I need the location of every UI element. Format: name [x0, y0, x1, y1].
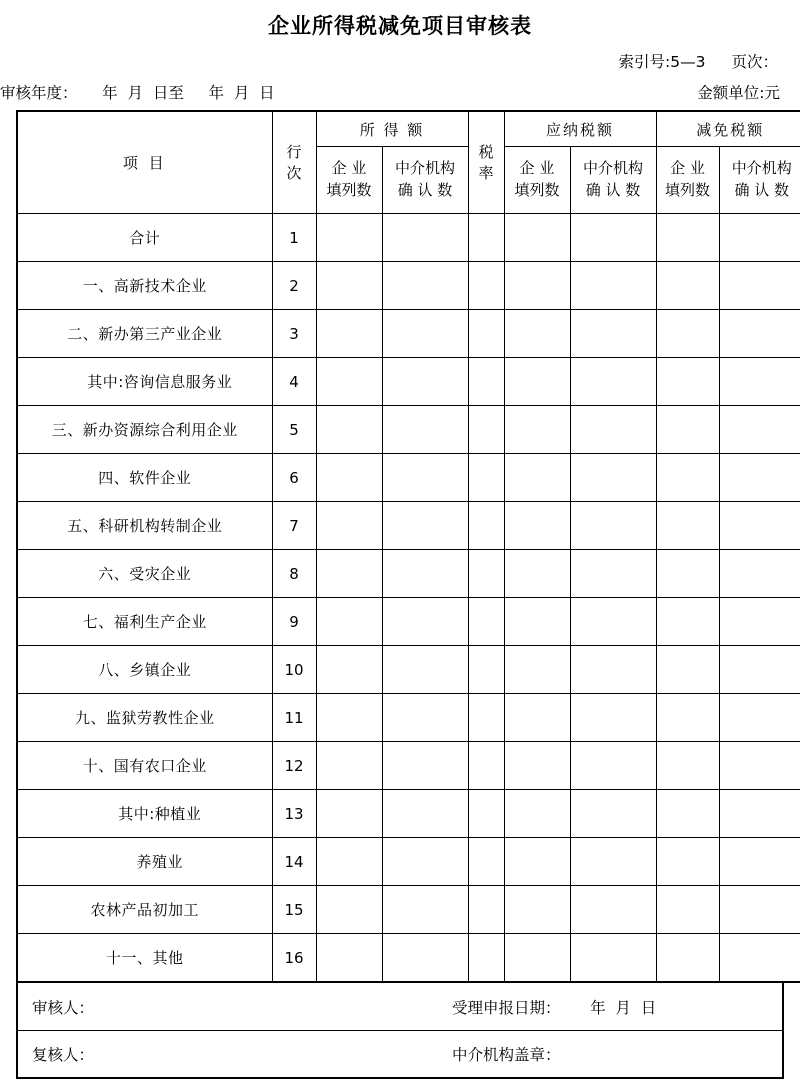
cell-income-agency[interactable] [382, 598, 468, 646]
header-reduced-enterprise: 企 业 填列数 [656, 147, 719, 214]
cell-tax-rate[interactable] [468, 358, 504, 406]
table-row [17, 310, 800, 358]
rechecker-label: 复核人： [32, 1046, 95, 1064]
cell-income-agency[interactable] [382, 262, 468, 310]
cell-reduced-agency[interactable] [719, 598, 800, 646]
cell-reduced-enterprise[interactable] [656, 502, 719, 550]
agency-seal-label: 中介机构盖章： [452, 1046, 561, 1064]
cell-income-agency[interactable] [382, 934, 468, 983]
row-number: 15 [272, 886, 316, 934]
header-item: 项 目 [17, 111, 272, 214]
cell-income-enterprise[interactable] [316, 454, 382, 502]
cell-income-enterprise[interactable] [316, 550, 382, 598]
cell-tax-rate[interactable] [468, 406, 504, 454]
cell-payable-agency[interactable] [570, 454, 656, 502]
cell-payable-agency[interactable] [570, 694, 656, 742]
cell-reduced-enterprise[interactable] [656, 742, 719, 790]
cell-reduced-enterprise[interactable] [656, 934, 719, 983]
cell-income-enterprise[interactable] [316, 406, 382, 454]
cell-income-enterprise[interactable] [316, 262, 382, 310]
cell-reduced-agency[interactable] [719, 934, 800, 983]
cell-tax-rate[interactable] [468, 550, 504, 598]
cell-income-agency[interactable] [382, 646, 468, 694]
row-label: 三、新办资源综合利用企业 [17, 406, 272, 454]
table-row [17, 646, 800, 694]
cell-income-agency[interactable] [382, 358, 468, 406]
cell-income-agency[interactable] [382, 694, 468, 742]
cell-reduced-agency[interactable] [719, 886, 800, 934]
header-payable-enterprise: 企 业 填列数 [504, 147, 570, 214]
row-label: 十一、其他 [17, 934, 272, 983]
cell-reduced-enterprise[interactable] [656, 406, 719, 454]
row-label: 十、国有农口企业 [17, 742, 272, 790]
row-number: 14 [272, 838, 316, 886]
table-row [17, 214, 800, 262]
row-number: 16 [272, 934, 316, 983]
cell-payable-agency[interactable] [570, 934, 656, 983]
cell-reduced-agency[interactable] [719, 502, 800, 550]
header-tax-rate: 税 率 [468, 111, 504, 214]
cell-income-agency[interactable] [382, 742, 468, 790]
row-number: 6 [272, 454, 316, 502]
cell-reduced-enterprise[interactable] [656, 838, 719, 886]
cell-income-agency[interactable] [382, 214, 468, 262]
cell-tax-rate[interactable] [468, 694, 504, 742]
cell-payable-agency[interactable] [570, 742, 656, 790]
cell-tax-rate[interactable] [468, 214, 504, 262]
cell-payable-agency[interactable] [570, 550, 656, 598]
row-number: 8 [272, 550, 316, 598]
cell-payable-agency[interactable] [570, 790, 656, 838]
index-number [619, 50, 706, 72]
row-label: 九、监狱劳教性企业 [17, 694, 272, 742]
cell-tax-rate[interactable] [468, 790, 504, 838]
cell-payable-enterprise[interactable] [504, 502, 570, 550]
cell-income-agency[interactable] [382, 454, 468, 502]
footer-row-rechecker [18, 1030, 782, 1077]
cell-payable-enterprise[interactable] [504, 934, 570, 983]
table-row [17, 262, 800, 310]
reviewer-label: 审核人： [32, 998, 95, 1017]
header-income-enterprise: 企 业 填列数 [316, 147, 382, 214]
row-number: 2 [272, 262, 316, 310]
period-row [0, 81, 784, 103]
cell-payable-enterprise[interactable] [504, 262, 570, 310]
cell-income-enterprise[interactable] [316, 502, 382, 550]
row-number: 11 [272, 694, 316, 742]
cell-reduced-enterprise[interactable] [656, 790, 719, 838]
cell-reduced-agency[interactable] [719, 694, 800, 742]
accept-date-label: 受理申报日期： 年 月 日 [452, 998, 657, 1017]
cell-reduced-enterprise[interactable] [656, 886, 719, 934]
row-label: 二、新办第三产业企业 [17, 310, 272, 358]
cell-reduced-agency[interactable] [719, 742, 800, 790]
cell-reduced-agency[interactable] [719, 262, 800, 310]
cell-tax-rate[interactable] [468, 838, 504, 886]
cell-reduced-agency[interactable] [719, 454, 800, 502]
cell-income-enterprise[interactable] [316, 646, 382, 694]
cell-tax-rate[interactable] [468, 646, 504, 694]
cell-reduced-enterprise[interactable] [656, 454, 719, 502]
table-row [17, 694, 800, 742]
cell-payable-agency[interactable] [570, 406, 656, 454]
amount-unit-label: 金额单位:元 [697, 84, 780, 102]
header-payable-agency: 中介机构 确 认 数 [570, 147, 656, 214]
page-title: 企业所得税减免项目审核表 [268, 14, 532, 38]
row-number: 10 [272, 646, 316, 694]
row-label: 其中:种植业 [17, 790, 272, 838]
cell-income-enterprise[interactable] [316, 694, 382, 742]
cell-tax-rate[interactable] [468, 886, 504, 934]
cell-tax-rate[interactable] [468, 262, 504, 310]
table-row [17, 454, 800, 502]
cell-payable-enterprise[interactable] [504, 550, 570, 598]
cell-reduced-agency[interactable] [719, 214, 800, 262]
cell-reduced-enterprise[interactable] [656, 214, 719, 262]
row-number: 1 [272, 214, 316, 262]
cell-tax-rate[interactable] [468, 310, 504, 358]
row-label: 六、受灾企业 [17, 550, 272, 598]
cell-payable-enterprise[interactable] [504, 646, 570, 694]
cell-income-enterprise[interactable] [316, 214, 382, 262]
cell-payable-enterprise[interactable] [504, 694, 570, 742]
cell-income-agency[interactable] [382, 838, 468, 886]
index-value: 5—3 [670, 53, 706, 71]
cell-reduced-agency[interactable] [719, 790, 800, 838]
cell-reduced-agency[interactable] [719, 646, 800, 694]
cell-income-enterprise[interactable] [316, 742, 382, 790]
row-number: 3 [272, 310, 316, 358]
row-label: 五、科研机构转制企业 [17, 502, 272, 550]
header-payable-tax: 应纳税额 [504, 111, 656, 147]
cell-tax-rate[interactable] [468, 598, 504, 646]
row-number: 5 [272, 406, 316, 454]
table-row [17, 790, 800, 838]
header-reduced-agency: 中介机构 确 认 数 [719, 147, 800, 214]
table-row [17, 550, 800, 598]
cell-payable-enterprise[interactable] [504, 310, 570, 358]
cell-payable-agency[interactable] [570, 214, 656, 262]
table-row [17, 838, 800, 886]
meta-row [16, 50, 784, 72]
table-row [17, 598, 800, 646]
cell-income-enterprise[interactable] [316, 934, 382, 983]
cell-income-enterprise[interactable] [316, 838, 382, 886]
row-number: 4 [272, 358, 316, 406]
cell-reduced-agency[interactable] [719, 550, 800, 598]
table-header-row-1 [17, 111, 800, 147]
row-number: 7 [272, 502, 316, 550]
cell-reduced-agency[interactable] [719, 310, 800, 358]
cell-reduced-enterprise[interactable] [656, 694, 719, 742]
table-row [17, 934, 800, 983]
cell-payable-agency[interactable] [570, 358, 656, 406]
cell-payable-agency[interactable] [570, 838, 656, 886]
cell-payable-enterprise[interactable] [504, 214, 570, 262]
cell-reduced-enterprise[interactable] [656, 358, 719, 406]
cell-payable-enterprise[interactable] [504, 358, 570, 406]
row-label: 养殖业 [17, 838, 272, 886]
page-number-label: 页次： [731, 53, 778, 71]
row-label: 一、高新技术企业 [17, 262, 272, 310]
cell-income-enterprise[interactable] [316, 358, 382, 406]
cell-income-agency[interactable] [382, 310, 468, 358]
header-income: 所 得 额 [316, 111, 468, 147]
cell-payable-agency[interactable] [570, 598, 656, 646]
footer-row-reviewer [18, 983, 782, 1030]
table-row [17, 886, 800, 934]
cell-income-enterprise[interactable] [316, 886, 382, 934]
cell-tax-rate[interactable] [468, 934, 504, 983]
cell-payable-enterprise[interactable] [504, 454, 570, 502]
cell-income-agency[interactable] [382, 886, 468, 934]
cell-payable-enterprise[interactable] [504, 406, 570, 454]
cell-income-enterprise[interactable] [316, 790, 382, 838]
cell-reduced-agency[interactable] [719, 358, 800, 406]
cell-payable-agency[interactable] [570, 646, 656, 694]
row-number: 12 [272, 742, 316, 790]
cell-reduced-enterprise[interactable] [656, 646, 719, 694]
review-table [16, 110, 800, 983]
cell-payable-enterprise[interactable] [504, 886, 570, 934]
table-row [17, 358, 800, 406]
header-row-no: 行 次 [272, 111, 316, 214]
footer-block [16, 983, 784, 1079]
cell-reduced-enterprise[interactable] [656, 550, 719, 598]
cell-reduced-enterprise[interactable] [656, 262, 719, 310]
row-label: 农林产品初加工 [17, 886, 272, 934]
table-row [17, 406, 800, 454]
row-number: 13 [272, 790, 316, 838]
cell-income-agency[interactable] [382, 502, 468, 550]
cell-reduced-enterprise[interactable] [656, 598, 719, 646]
cell-reduced-enterprise[interactable] [656, 310, 719, 358]
table-row [17, 742, 800, 790]
cell-payable-enterprise[interactable] [504, 790, 570, 838]
row-label: 合计 [17, 214, 272, 262]
cell-payable-agency[interactable] [570, 310, 656, 358]
cell-reduced-agency[interactable] [719, 406, 800, 454]
cell-reduced-agency[interactable] [719, 838, 800, 886]
audit-year-field: 审核年度： 年 月 日至 年 月 日 [0, 84, 275, 102]
cell-income-agency[interactable] [382, 406, 468, 454]
cell-payable-agency[interactable] [570, 502, 656, 550]
cell-payable-agency[interactable] [570, 262, 656, 310]
table-row [17, 502, 800, 550]
row-label: 其中:咨询信息服务业 [17, 358, 272, 406]
cell-income-enterprise[interactable] [316, 598, 382, 646]
cell-tax-rate[interactable] [468, 502, 504, 550]
index-label: 索引号: [618, 53, 671, 71]
header-income-agency: 中介机构 确 认 数 [382, 147, 468, 214]
cell-income-enterprise[interactable] [316, 310, 382, 358]
row-number: 9 [272, 598, 316, 646]
cell-payable-enterprise[interactable] [504, 742, 570, 790]
cell-income-agency[interactable] [382, 550, 468, 598]
cell-income-agency[interactable] [382, 790, 468, 838]
row-label: 四、软件企业 [17, 454, 272, 502]
cell-payable-enterprise[interactable] [504, 838, 570, 886]
cell-payable-enterprise[interactable] [504, 598, 570, 646]
row-label: 七、福利生产企业 [17, 598, 272, 646]
cell-tax-rate[interactable] [468, 454, 504, 502]
header-reduced-tax: 减免税额 [656, 111, 800, 147]
row-label: 八、乡镇企业 [17, 646, 272, 694]
cell-tax-rate[interactable] [468, 742, 504, 790]
cell-payable-agency[interactable] [570, 886, 656, 934]
